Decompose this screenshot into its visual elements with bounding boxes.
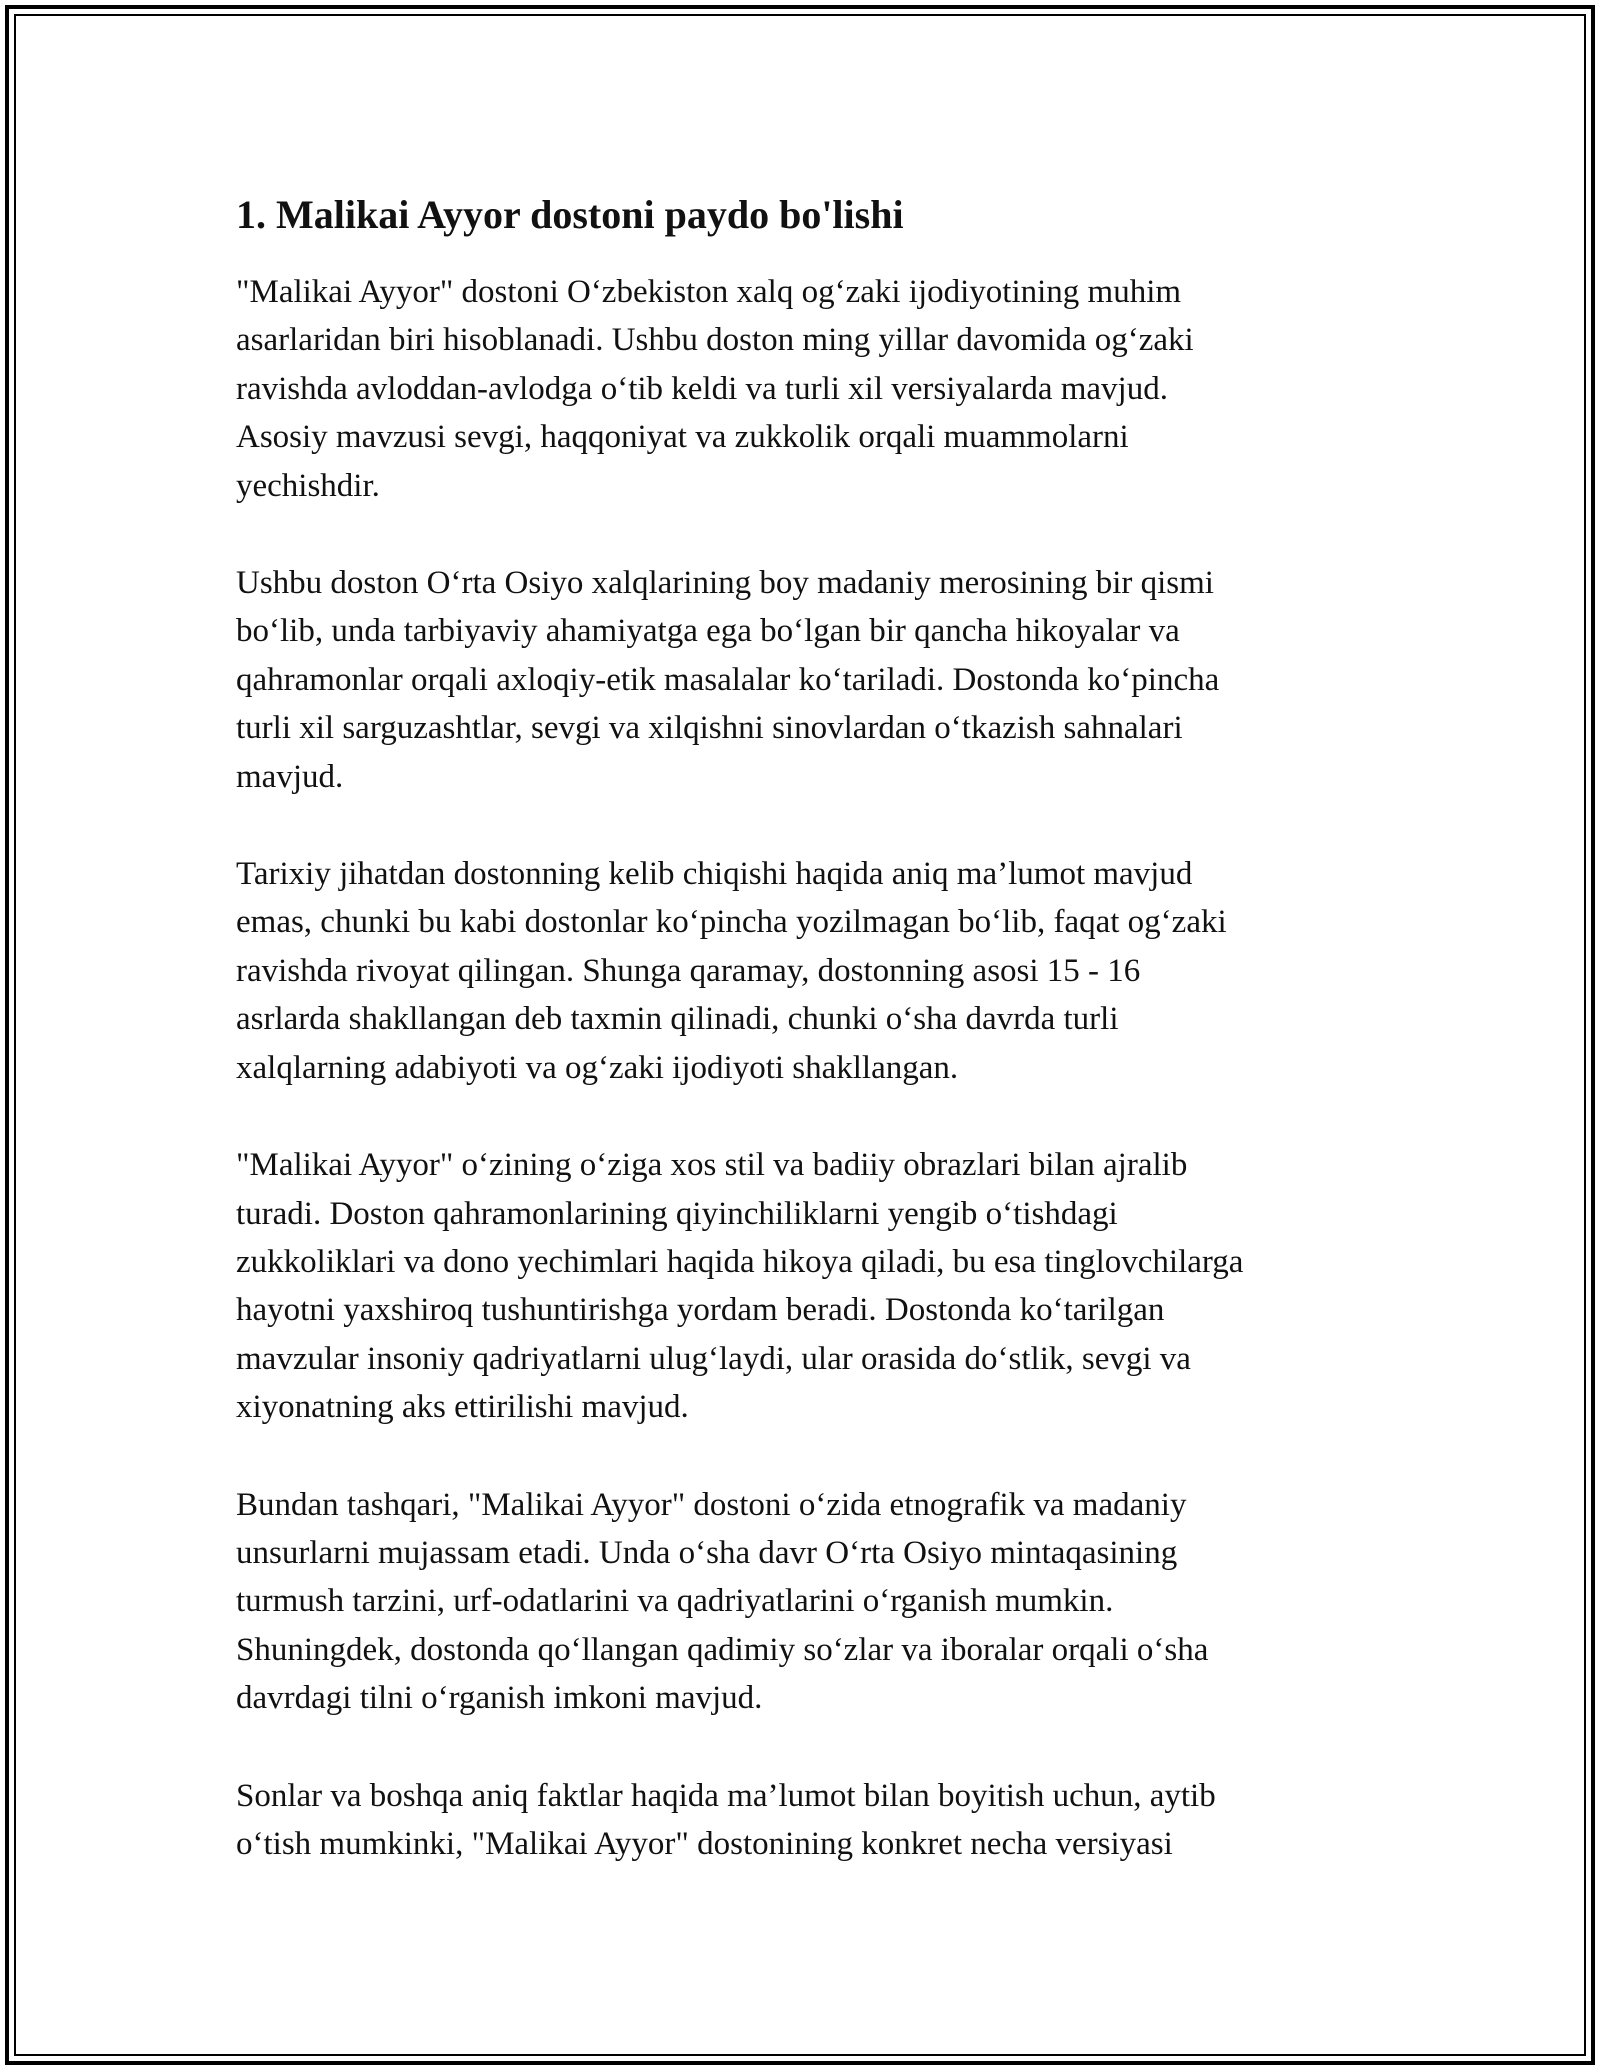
paragraph-6: Sonlar va boshqa aniq faktlar haqida ma’lumot bilan boyitish uchun, aytib o‘tish mumkinki, "Malikai Ayyor" dostonining konkret necha versiyasi xyxy=(236,1777,1216,1862)
paragraph-2: Ushbu doston O‘rta Osiyo xalqlarining boy madaniy merosining bir qismi bo‘lib, unda tarbiyaviy ahamiyatga ega bo‘lgan bir qancha hikoyalar va qahramonlar orqali axloqiy-etik masalalar ko‘tariladi. Dostonda ko‘pincha turli xil sarguzashtlar, sevgi va xilqishni sinovlardan o‘tkazish sahnalari mavjud. xyxy=(236,565,1220,795)
document-body xyxy=(236,188,1366,1917)
paragraph-3: Tarixiy jihatdan dostonning kelib chiqishi haqida aniq ma’lumot mavjud emas, chunki bu kabi dostonlar ko‘pincha yozilmagan bo‘lib, faqat og‘zaki ravishda rivoyat qilingan. Shunga qaramay, dostonning asosi 15 - 16 asrlarda shakllangan deb taxmin qilinadi, chunki o‘sha davrda turli xalqlarning adabiyoti va og‘zaki ijodiyoti shakllangan. xyxy=(236,856,1227,1086)
section-heading: 1. Malikai Ayyor dostoni paydo bo'lishi xyxy=(236,192,904,237)
paragraph-5: Bundan tashqari, "Malikai Ayyor" dostoni o‘zida etnografik va madaniy unsurlarni mujassam etadi. Unda o‘sha davr O‘rta Osiyo mintaqasining turmush tarzini, urf-odatlarini va qadriyatlarini o‘rganish mumkin. Shuningdek, dostonda qo‘llangan qadimiy so‘zlar va iboralar orqali o‘sha davrdagi tilni o‘rganish imkoni mavjud. xyxy=(236,1486,1209,1717)
paragraph-1: "Malikai Ayyor" dostoni O‘zbekiston xalq og‘zaki ijodiyotining muhim asarlaridan biri hisoblanadi. Ushbu doston ming yillar davomida og‘zaki ravishda avloddan-avlodga o‘tib keldi va turli xil versiyalarda mavjud. Asosiy mavzusi sevgi, haqqoniyat va zukkolik orqali muammolarni yechishdir. xyxy=(236,274,1194,504)
paragraph-4: "Malikai Ayyor" o‘zining o‘ziga xos stil va badiiy obrazlari bilan ajralib turadi. Doston qahramonlarining qiyinchiliklarni yengib o‘tishdagi zukkoliklari va dono yechimlari haqida hikoya qiladi, bu esa tinglovchilarga hayotni yaxshiroq tushuntirishga yordam beradi. Dostonda ko‘tarilgan mavzular insoniy qadriyatlarni ulug‘laydi, ular orasida do‘stlik, sevgi va xiyonatning aks ettirilishi mavjud. xyxy=(236,1147,1244,1426)
